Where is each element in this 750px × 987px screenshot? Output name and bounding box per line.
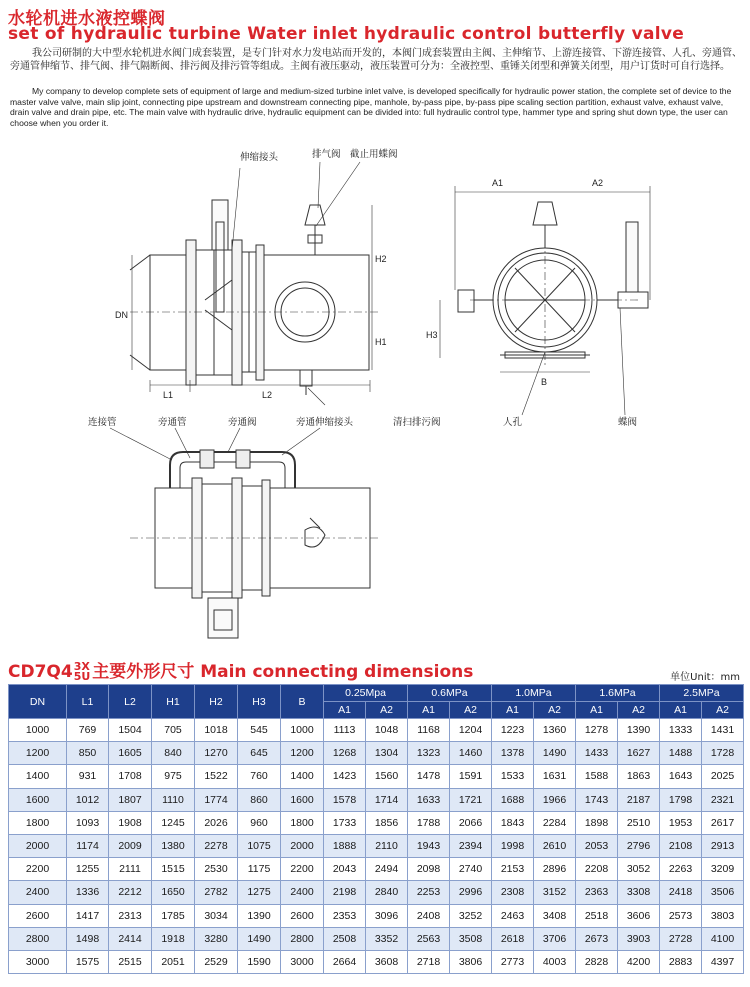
table-cell: 1270 <box>195 742 238 765</box>
label-bypass-pipe: 旁通管 <box>158 417 187 428</box>
table-cell: 2782 <box>195 881 238 904</box>
model-sub: 5U <box>73 670 91 683</box>
table-cell: 1631 <box>534 765 576 788</box>
table-cell: 931 <box>67 765 109 788</box>
table-cell: 1378 <box>492 742 534 765</box>
table-cell: 1498 <box>67 927 109 950</box>
table-cell: 3352 <box>366 927 408 950</box>
table-row <box>9 950 744 973</box>
table-cell: 2896 <box>534 858 576 881</box>
table-cell: 1533 <box>492 765 534 788</box>
table-cell: 1856 <box>366 811 408 834</box>
table-cell: 545 <box>238 719 281 742</box>
table-cell: 3000 <box>9 950 67 973</box>
table-cell: 1774 <box>195 788 238 811</box>
dim-a2: A2 <box>592 178 604 188</box>
table-cell: 2563 <box>408 927 450 950</box>
intro-en: My company to develop complete sets of equipment of large and medium-sized turbine inlet valve, is developed specifically for hydraulic power station, the complete set of device to the master valve valve, main slip joint, connecting pipe upstream and downstream connecting pipe, manhole, by-pass pipe, by-pass pipe scaling section partition, exhaust valve, exhaust valve, drain valve and drain pipe, etc. The main valve with hydraulic drive, hydraulic equipment can be divided into: full hydraulic control type, hammer type and spring shut down type, the user can choose when you order it. <box>10 86 732 128</box>
table-cell: 2353 <box>324 904 366 927</box>
th-sub: A2 <box>366 702 408 719</box>
table-cell: 1278 <box>576 719 618 742</box>
table-cell: 1600 <box>9 788 67 811</box>
label-butterfly-valve: 蝶阀 <box>618 417 638 428</box>
table-cell: 3096 <box>366 904 408 927</box>
th-sub: A1 <box>576 702 618 719</box>
table-cell: 2200 <box>281 858 324 881</box>
plan-view <box>110 428 380 638</box>
table-cell: 760 <box>238 765 281 788</box>
table-cell: 1168 <box>408 719 450 742</box>
table-cell: 2026 <box>195 811 238 834</box>
table-cell: 3252 <box>450 904 492 927</box>
table-cell: 2308 <box>492 881 534 904</box>
table-row <box>9 719 744 742</box>
table-cell: 2573 <box>660 904 702 927</box>
table-cell: 1333 <box>660 719 702 742</box>
table-cell: 4200 <box>618 950 660 973</box>
table-cell: 2187 <box>618 788 660 811</box>
table-cell: 645 <box>238 742 281 765</box>
table-cell: 1953 <box>660 811 702 834</box>
table-cell: 1000 <box>9 719 67 742</box>
table-row <box>9 881 744 904</box>
table-cell: 1490 <box>534 742 576 765</box>
th-sub: A1 <box>492 702 534 719</box>
table-cell: 2200 <box>9 858 67 881</box>
table-cell: 2025 <box>702 765 744 788</box>
table-cell: 1275 <box>238 881 281 904</box>
table-cell: 1785 <box>152 904 195 927</box>
label-connecting-pipe: 连接管 <box>88 417 117 428</box>
table-cell: 3308 <box>618 881 660 904</box>
valve-drawing <box>0 140 750 650</box>
title-en: set of hydraulic turbine Water inlet hydraulic control butterfly valve <box>8 24 685 44</box>
table-cell: 1488 <box>660 742 702 765</box>
table-cell: 1650 <box>152 881 195 904</box>
title-rest: 主要外形尺寸 Main connecting dimensions <box>92 662 474 682</box>
table-cell: 1113 <box>324 719 366 742</box>
table-cell: 2800 <box>281 927 324 950</box>
table-cell: 2313 <box>109 904 152 927</box>
table-cell: 2321 <box>702 788 744 811</box>
th-pressure-25: 2.5MPa <box>660 685 744 702</box>
table-cell: 1390 <box>238 904 281 927</box>
table-cell: 2510 <box>618 811 660 834</box>
table-cell: 3608 <box>366 950 408 973</box>
table-cell: 1863 <box>618 765 660 788</box>
table-cell: 1708 <box>109 765 152 788</box>
th-sub: A1 <box>660 702 702 719</box>
table-cell: 2883 <box>660 950 702 973</box>
dim-h3: H3 <box>426 330 438 340</box>
th-sub: A1 <box>408 702 450 719</box>
table-cell: 2053 <box>576 834 618 857</box>
table-cell: 1417 <box>67 904 109 927</box>
table-cell: 2618 <box>492 927 534 950</box>
table-cell: 1204 <box>450 719 492 742</box>
table-cell: 840 <box>152 742 195 765</box>
table-cell: 850 <box>67 742 109 765</box>
label-bypass-valve: 旁通阀 <box>228 417 257 428</box>
table-cell: 1575 <box>67 950 109 973</box>
label-shutoff-butterfly: 截止用蝶阀 <box>350 149 398 160</box>
table-cell: 1843 <box>492 811 534 834</box>
table-cell: 2098 <box>408 858 450 881</box>
table-cell: 2600 <box>281 904 324 927</box>
table-cell: 1688 <box>492 788 534 811</box>
th-b: B <box>281 685 324 719</box>
table-cell: 1943 <box>408 834 450 857</box>
table-cell: 1800 <box>281 811 324 834</box>
table-row <box>9 788 744 811</box>
table-cell: 1966 <box>534 788 576 811</box>
dim-a1: A1 <box>492 178 504 188</box>
table-cell: 2414 <box>109 927 152 950</box>
table-cell: 2617 <box>702 811 744 834</box>
table-cell: 2394 <box>450 834 492 857</box>
unit-label: 单位Unit：mm <box>670 672 740 683</box>
label-bypass-expansion: 旁通伸缩接头 <box>296 417 354 428</box>
th-h3: H3 <box>238 685 281 719</box>
table-cell: 975 <box>152 765 195 788</box>
th-h2: H2 <box>195 685 238 719</box>
table-cell: 2494 <box>366 858 408 881</box>
table-cell: 1110 <box>152 788 195 811</box>
table-cell: 1431 <box>702 719 744 742</box>
table-cell: 3508 <box>450 927 492 950</box>
table-cell: 2508 <box>324 927 366 950</box>
table-cell: 1908 <box>109 811 152 834</box>
model-prefix: CD7Q4 <box>8 662 73 682</box>
table-cell: 2718 <box>408 950 450 973</box>
table-cell: 1522 <box>195 765 238 788</box>
table-cell: 2400 <box>9 881 67 904</box>
table-cell: 2530 <box>195 858 238 881</box>
table-cell: 1627 <box>618 742 660 765</box>
table-cell: 2610 <box>534 834 576 857</box>
table-row <box>9 811 744 834</box>
table-cell: 3034 <box>195 904 238 927</box>
table-cell: 2418 <box>660 881 702 904</box>
table-cell: 2673 <box>576 927 618 950</box>
table-cell: 1380 <box>152 834 195 857</box>
table-cell: 2208 <box>576 858 618 881</box>
table-cell: 1200 <box>281 742 324 765</box>
table-cell: 1590 <box>238 950 281 973</box>
table-cell: 1560 <box>366 765 408 788</box>
label-manhole: 人孔 <box>503 417 523 428</box>
table-cell: 2529 <box>195 950 238 973</box>
th-sub: A1 <box>324 702 366 719</box>
header-row-groups <box>9 685 744 702</box>
table-cell: 1478 <box>408 765 450 788</box>
table-cell: 2515 <box>109 950 152 973</box>
table-cell: 2773 <box>492 950 534 973</box>
table-cell: 1093 <box>67 811 109 834</box>
label-exhaust-valve: 排气阀 <box>312 149 341 160</box>
table-cell: 2009 <box>109 834 152 857</box>
th-pressure-10: 1.0MPa <box>492 685 576 702</box>
table-cell: 3209 <box>702 858 744 881</box>
table-cell: 3903 <box>618 927 660 950</box>
table-cell: 2796 <box>618 834 660 857</box>
table-cell: 1075 <box>238 834 281 857</box>
th-pressure-16: 1.6MPa <box>576 685 660 702</box>
table-cell: 1733 <box>324 811 366 834</box>
table-cell: 1605 <box>109 742 152 765</box>
table-row <box>9 927 744 950</box>
table-cell: 1721 <box>450 788 492 811</box>
table-cell: 3806 <box>450 950 492 973</box>
table-cell: 2913 <box>702 834 744 857</box>
table-cell: 769 <box>67 719 109 742</box>
table-cell: 1504 <box>109 719 152 742</box>
dim-l1: L1 <box>163 390 174 400</box>
table-cell: 4003 <box>534 950 576 973</box>
table-cell: 1000 <box>281 719 324 742</box>
table-cell: 2263 <box>660 858 702 881</box>
table-cell: 3606 <box>618 904 660 927</box>
table-cell: 2043 <box>324 858 366 881</box>
table-cell: 860 <box>238 788 281 811</box>
table-cell: 2253 <box>408 881 450 904</box>
side-view <box>130 162 380 405</box>
table-cell: 1743 <box>576 788 618 811</box>
table-cell: 2000 <box>9 834 67 857</box>
table-cell: 2840 <box>366 881 408 904</box>
table-cell: 1390 <box>618 719 660 742</box>
table-cell: 3052 <box>618 858 660 881</box>
table-cell: 4397 <box>702 950 744 973</box>
th-sub: A2 <box>534 702 576 719</box>
th-sub: A2 <box>702 702 744 719</box>
dimensions-table <box>8 684 744 974</box>
table-cell: 2108 <box>660 834 702 857</box>
table-cell: 2278 <box>195 834 238 857</box>
table-cell: 1304 <box>366 742 408 765</box>
table-cell: 1998 <box>492 834 534 857</box>
table-cell: 1400 <box>9 765 67 788</box>
table-cell: 1888 <box>324 834 366 857</box>
table-cell: 2600 <box>9 904 67 927</box>
table-cell: 1336 <box>67 881 109 904</box>
table-row <box>9 834 744 857</box>
table-cell: 2284 <box>534 811 576 834</box>
table-row <box>9 904 744 927</box>
table-cell: 1918 <box>152 927 195 950</box>
table-cell: 2740 <box>450 858 492 881</box>
table-cell: 1898 <box>576 811 618 834</box>
label-expansion-joint: 伸缩接头 <box>240 152 279 163</box>
table-body <box>9 719 744 974</box>
table-cell: 2800 <box>9 927 67 950</box>
table-cell: 1423 <box>324 765 366 788</box>
table-cell: 2996 <box>450 881 492 904</box>
table-cell: 1798 <box>660 788 702 811</box>
table-row <box>9 742 744 765</box>
th-sub: A2 <box>450 702 492 719</box>
table-cell: 1012 <box>67 788 109 811</box>
table-cell: 3506 <box>702 881 744 904</box>
table-cell: 3408 <box>534 904 576 927</box>
table-cell: 705 <box>152 719 195 742</box>
th-l1: L1 <box>67 685 109 719</box>
table-cell: 1433 <box>576 742 618 765</box>
table-cell: 1268 <box>324 742 366 765</box>
th-l2: L2 <box>109 685 152 719</box>
table-cell: 3280 <box>195 927 238 950</box>
table-cell: 1200 <box>9 742 67 765</box>
table-cell: 1515 <box>152 858 195 881</box>
table-cell: 1048 <box>366 719 408 742</box>
table-cell: 1360 <box>534 719 576 742</box>
th-sub: A2 <box>618 702 660 719</box>
table-cell: 2463 <box>492 904 534 927</box>
th-pressure-06: 0.6MPa <box>408 685 492 702</box>
th-pressure-025: 0.25Mpa <box>324 685 408 702</box>
table-cell: 1788 <box>408 811 450 834</box>
table-cell: 1591 <box>450 765 492 788</box>
table-cell: 1018 <box>195 719 238 742</box>
table-cell: 3152 <box>534 881 576 904</box>
section-title <box>8 657 473 682</box>
table-cell: 2518 <box>576 904 618 927</box>
table-cell: 1578 <box>324 788 366 811</box>
table-cell: 2000 <box>281 834 324 857</box>
table-cell: 4100 <box>702 927 744 950</box>
model-sup: 3X <box>73 660 90 673</box>
model-stack <box>74 662 91 682</box>
th-dn: DN <box>9 685 67 719</box>
table-cell: 1460 <box>450 742 492 765</box>
table-cell: 1175 <box>238 858 281 881</box>
table-cell: 1490 <box>238 927 281 950</box>
table-cell: 1245 <box>152 811 195 834</box>
table-cell: 2066 <box>450 811 492 834</box>
table-row <box>9 765 744 788</box>
table-cell: 1400 <box>281 765 324 788</box>
table-cell: 2051 <box>152 950 195 973</box>
th-h1: H1 <box>152 685 195 719</box>
dim-h2: H2 <box>375 254 387 264</box>
dim-l2: L2 <box>262 390 273 400</box>
table-cell: 2198 <box>324 881 366 904</box>
table-cell: 3706 <box>534 927 576 950</box>
table-cell: 2400 <box>281 881 324 904</box>
table-cell: 1174 <box>67 834 109 857</box>
table-cell: 2728 <box>660 927 702 950</box>
dim-h1: H1 <box>375 337 387 347</box>
table-cell: 3000 <box>281 950 324 973</box>
table-cell: 1807 <box>109 788 152 811</box>
table-cell: 2111 <box>109 858 152 881</box>
table-cell: 3803 <box>702 904 744 927</box>
table-cell: 1714 <box>366 788 408 811</box>
table-cell: 2408 <box>408 904 450 927</box>
label-drain-valve: 清扫排污阀 <box>393 417 441 428</box>
table-cell: 2363 <box>576 881 618 904</box>
table-cell: 1223 <box>492 719 534 742</box>
table-cell: 1323 <box>408 742 450 765</box>
dim-b: B <box>541 377 548 387</box>
table-cell: 960 <box>238 811 281 834</box>
table-cell: 1633 <box>408 788 450 811</box>
dim-dn: DN <box>115 310 128 320</box>
table-cell: 2153 <box>492 858 534 881</box>
title-cn: 水轮机进水液控蝶阀 <box>8 9 166 29</box>
intro-cn: 我公司研制的大中型水轮机进水阀门成套装置，是专门针对水力发电站而开发的，本阀门成套装置由主阀、主伸缩节、上游连接管、下游连接管、人孔、旁通管、旁通管伸缩节、排气阀、排气隔断阀、排污阀及排污管等组成。主阀有液压驱动，液压装置可分为：全液控型、重锤关闭型和弹簧关闭型，用户订货时可自行选择。 <box>10 48 742 72</box>
table-cell: 2212 <box>109 881 152 904</box>
table-cell: 2828 <box>576 950 618 973</box>
table-cell: 1643 <box>660 765 702 788</box>
table-cell: 1728 <box>702 742 744 765</box>
table-cell: 2110 <box>366 834 408 857</box>
table-cell: 2664 <box>324 950 366 973</box>
table-cell: 1800 <box>9 811 67 834</box>
table-cell: 1588 <box>576 765 618 788</box>
table-cell: 1255 <box>67 858 109 881</box>
table-cell: 1600 <box>281 788 324 811</box>
table-row <box>9 858 744 881</box>
